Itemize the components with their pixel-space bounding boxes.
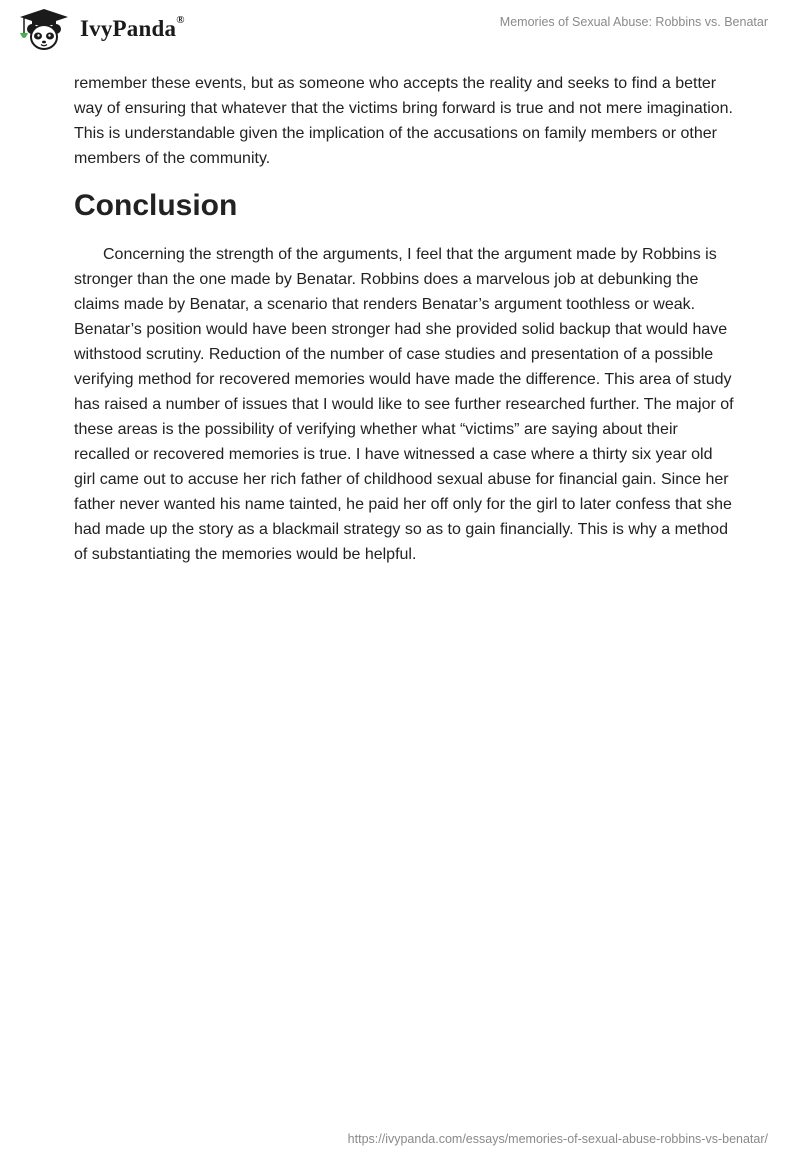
section-heading-conclusion: Conclusion xyxy=(74,189,238,222)
document-title: Memories of Sexual Abuse: Robbins vs. Benatar xyxy=(499,15,768,29)
conclusion-paragraph: Concerning the strength of the arguments, I feel that the argument made by Robbins is stronger than the one made by Benatar. Robbins does a marvelous job at debunking the claims made by Benatar, a scenario that renders Benatar’s argument toothless or weak. Benatar’s position would have been stronger had she provided solid backup that would have withstood scrutiny. Reduction of the number of case studies and presentation of a possible verifying method for recovered memories would have made the difference. This area of study has raised a number of issues that I would like to see further researched further. The major of these areas is the possibility of verifying whether what “victims” are saying about their recalled or recovered memories is true. I have witnessed a case where a thirty six year old girl came out to accuse her rich father of childhood sexual abuse for financial gain. Since her father never wanted his name tainted, he paid her off only for the girl to later confess that she had made up the story as a blackmail strategy so as to gain financially. This is why a method of substantiating the memories would be helpful. xyxy=(74,246,734,563)
brand-text: IvyPanda xyxy=(80,16,177,41)
source-url[interactable]: https://ivypanda.com/essays/memories-of-sexual-abuse-robbins-vs-benatar/ xyxy=(347,1132,768,1146)
panda-graduation-cap-icon xyxy=(14,7,74,51)
ivypanda-logo[interactable] xyxy=(14,7,185,51)
essay-body xyxy=(74,71,734,567)
intro-paragraph: remember these events, but as someone who accepts the reality and seeks to find a better way of ensuring that whatever that the victims bring forward is true and not mere imagination. This is understandable given the implication of the accusations on family members or other members of the community. xyxy=(74,75,733,167)
page-header xyxy=(0,0,800,64)
registered-mark: ® xyxy=(176,14,185,26)
brand-name xyxy=(80,16,185,42)
